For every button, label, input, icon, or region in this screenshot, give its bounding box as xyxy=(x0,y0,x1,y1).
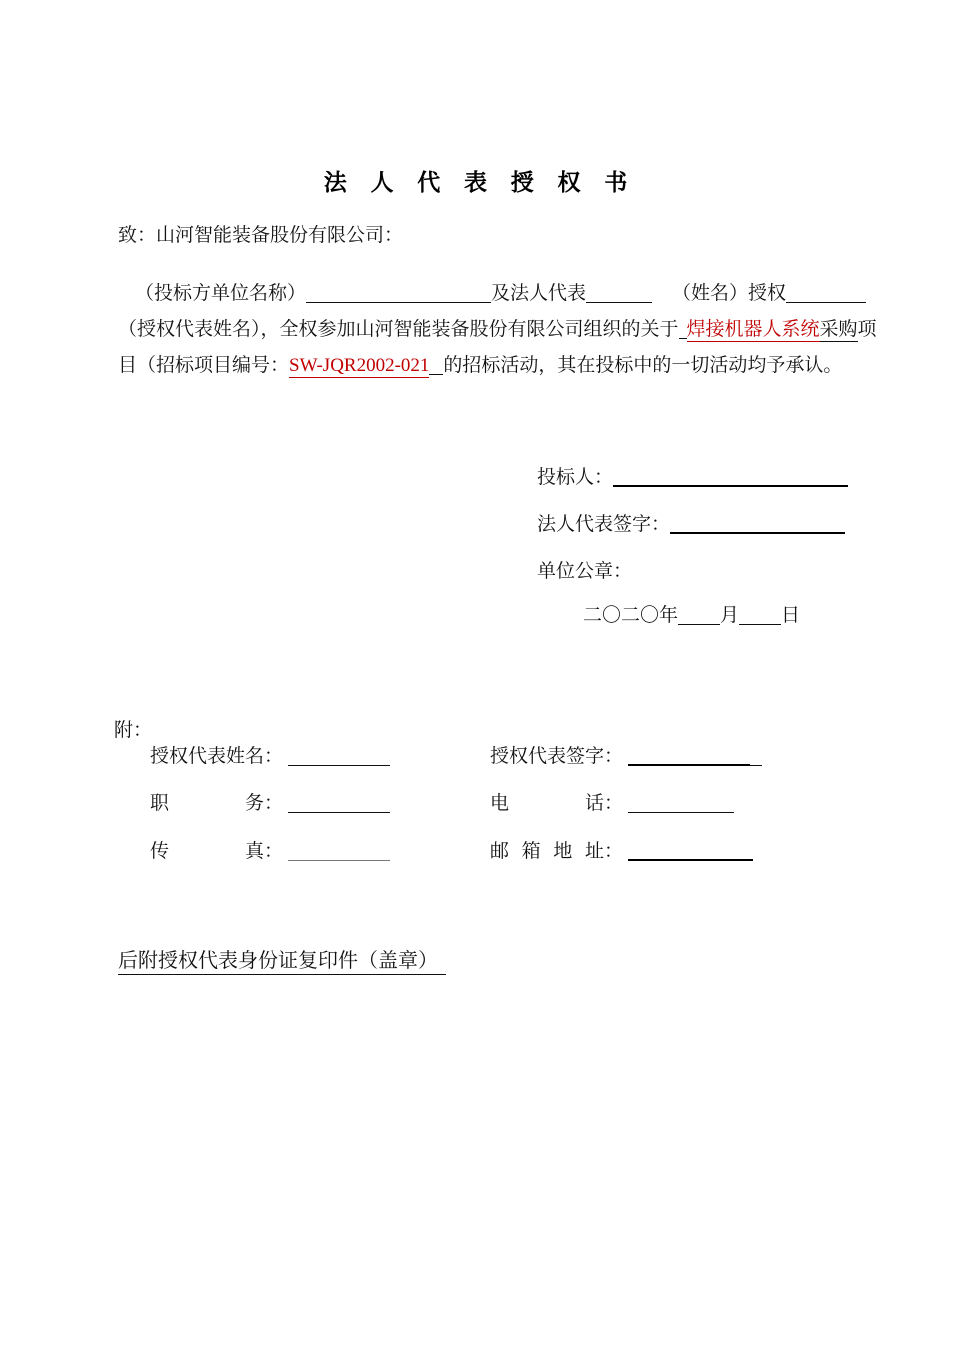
blank-segment xyxy=(679,318,687,339)
fax-label: 传真 xyxy=(150,841,264,862)
position-field xyxy=(150,788,390,815)
rep-signature-blank-line xyxy=(628,744,750,766)
date-day-text: 日 xyxy=(781,605,801,626)
bidder-unit-label: （投标方单位名称） xyxy=(135,283,307,304)
date-month-text: 月 xyxy=(720,605,740,626)
fax-blank-line xyxy=(288,840,390,861)
colon: ： xyxy=(604,841,624,862)
salutation-line: 致：山河智能装备股份有限公司： xyxy=(118,225,404,246)
rep-name-blank-line xyxy=(288,745,390,766)
phone-blank-line xyxy=(628,792,734,813)
colon: ： xyxy=(264,746,284,767)
legal-rep-signature-row xyxy=(537,509,845,536)
rep-name-label: 授权代表姓名 xyxy=(150,746,265,767)
bidder-unit-blank-line xyxy=(306,282,491,303)
line2-tail-text: 项 xyxy=(857,319,877,340)
fax-field xyxy=(150,836,390,863)
colon: ： xyxy=(604,793,624,814)
procurement-underlined-text: 采购 xyxy=(819,319,858,340)
date-month-blank xyxy=(678,604,720,625)
rep-name-field xyxy=(150,741,390,768)
legal-rep-blank-line xyxy=(586,282,652,303)
email-label: 邮箱地址 xyxy=(490,841,604,862)
blank-segment xyxy=(750,745,762,766)
footer-note xyxy=(118,944,446,973)
bidder-signature-row xyxy=(537,462,848,489)
rep-signature-label: 授权代表签字 xyxy=(490,746,605,767)
blank-segment xyxy=(429,354,443,375)
date-row xyxy=(583,600,800,627)
document-title: 法 人 代 表 授 权 书 xyxy=(323,170,637,195)
name-authorize-label: （姓名）授权 xyxy=(672,283,787,304)
legal-rep-signature-line xyxy=(670,512,845,534)
footer-note-text: 后附授权代表身份证复印件（盖章） xyxy=(118,950,446,975)
project-number-red-text: SW-JQR2002-021 xyxy=(289,355,430,376)
paragraph-line-1 xyxy=(118,281,925,307)
bidder-label: 投标人： xyxy=(537,467,614,488)
paragraph-line-2 xyxy=(118,317,908,343)
legal-rep-label: 及法人代表 xyxy=(491,283,587,304)
rep-signature-field xyxy=(490,741,762,768)
colon: ： xyxy=(264,841,284,862)
project-name-red-text: 焊接机器人系统 xyxy=(686,319,820,340)
project-number-label: 目（招标项目编号： xyxy=(118,355,290,376)
colon: ： xyxy=(264,793,284,814)
email-field xyxy=(490,836,753,863)
legal-rep-sign-label: 法人代表签字： xyxy=(537,514,671,535)
colon: ： xyxy=(604,746,624,767)
phone-field xyxy=(490,788,734,815)
paragraph-line-3 xyxy=(118,353,908,379)
authorization-text: （授权代表姓名），全权参加山河智能装备股份有限公司组织的关于 xyxy=(118,319,679,340)
date-year-text: 二〇二〇年 xyxy=(583,605,679,626)
company-seal-label: 单位公章： xyxy=(537,561,633,582)
bidder-signature-line xyxy=(613,465,848,487)
attachment-heading: 附： xyxy=(114,720,153,741)
date-day-blank xyxy=(739,604,781,625)
company-seal-row xyxy=(537,556,632,583)
position-label: 职务 xyxy=(150,793,264,814)
authorized-name-blank-line xyxy=(786,282,866,303)
phone-label: 电话 xyxy=(490,793,604,814)
spacer xyxy=(652,283,672,303)
closing-text: 的招标活动，其在投标中的一切活动均予承认。 xyxy=(443,355,843,376)
position-blank-line xyxy=(288,792,390,813)
email-blank-line xyxy=(628,839,753,861)
